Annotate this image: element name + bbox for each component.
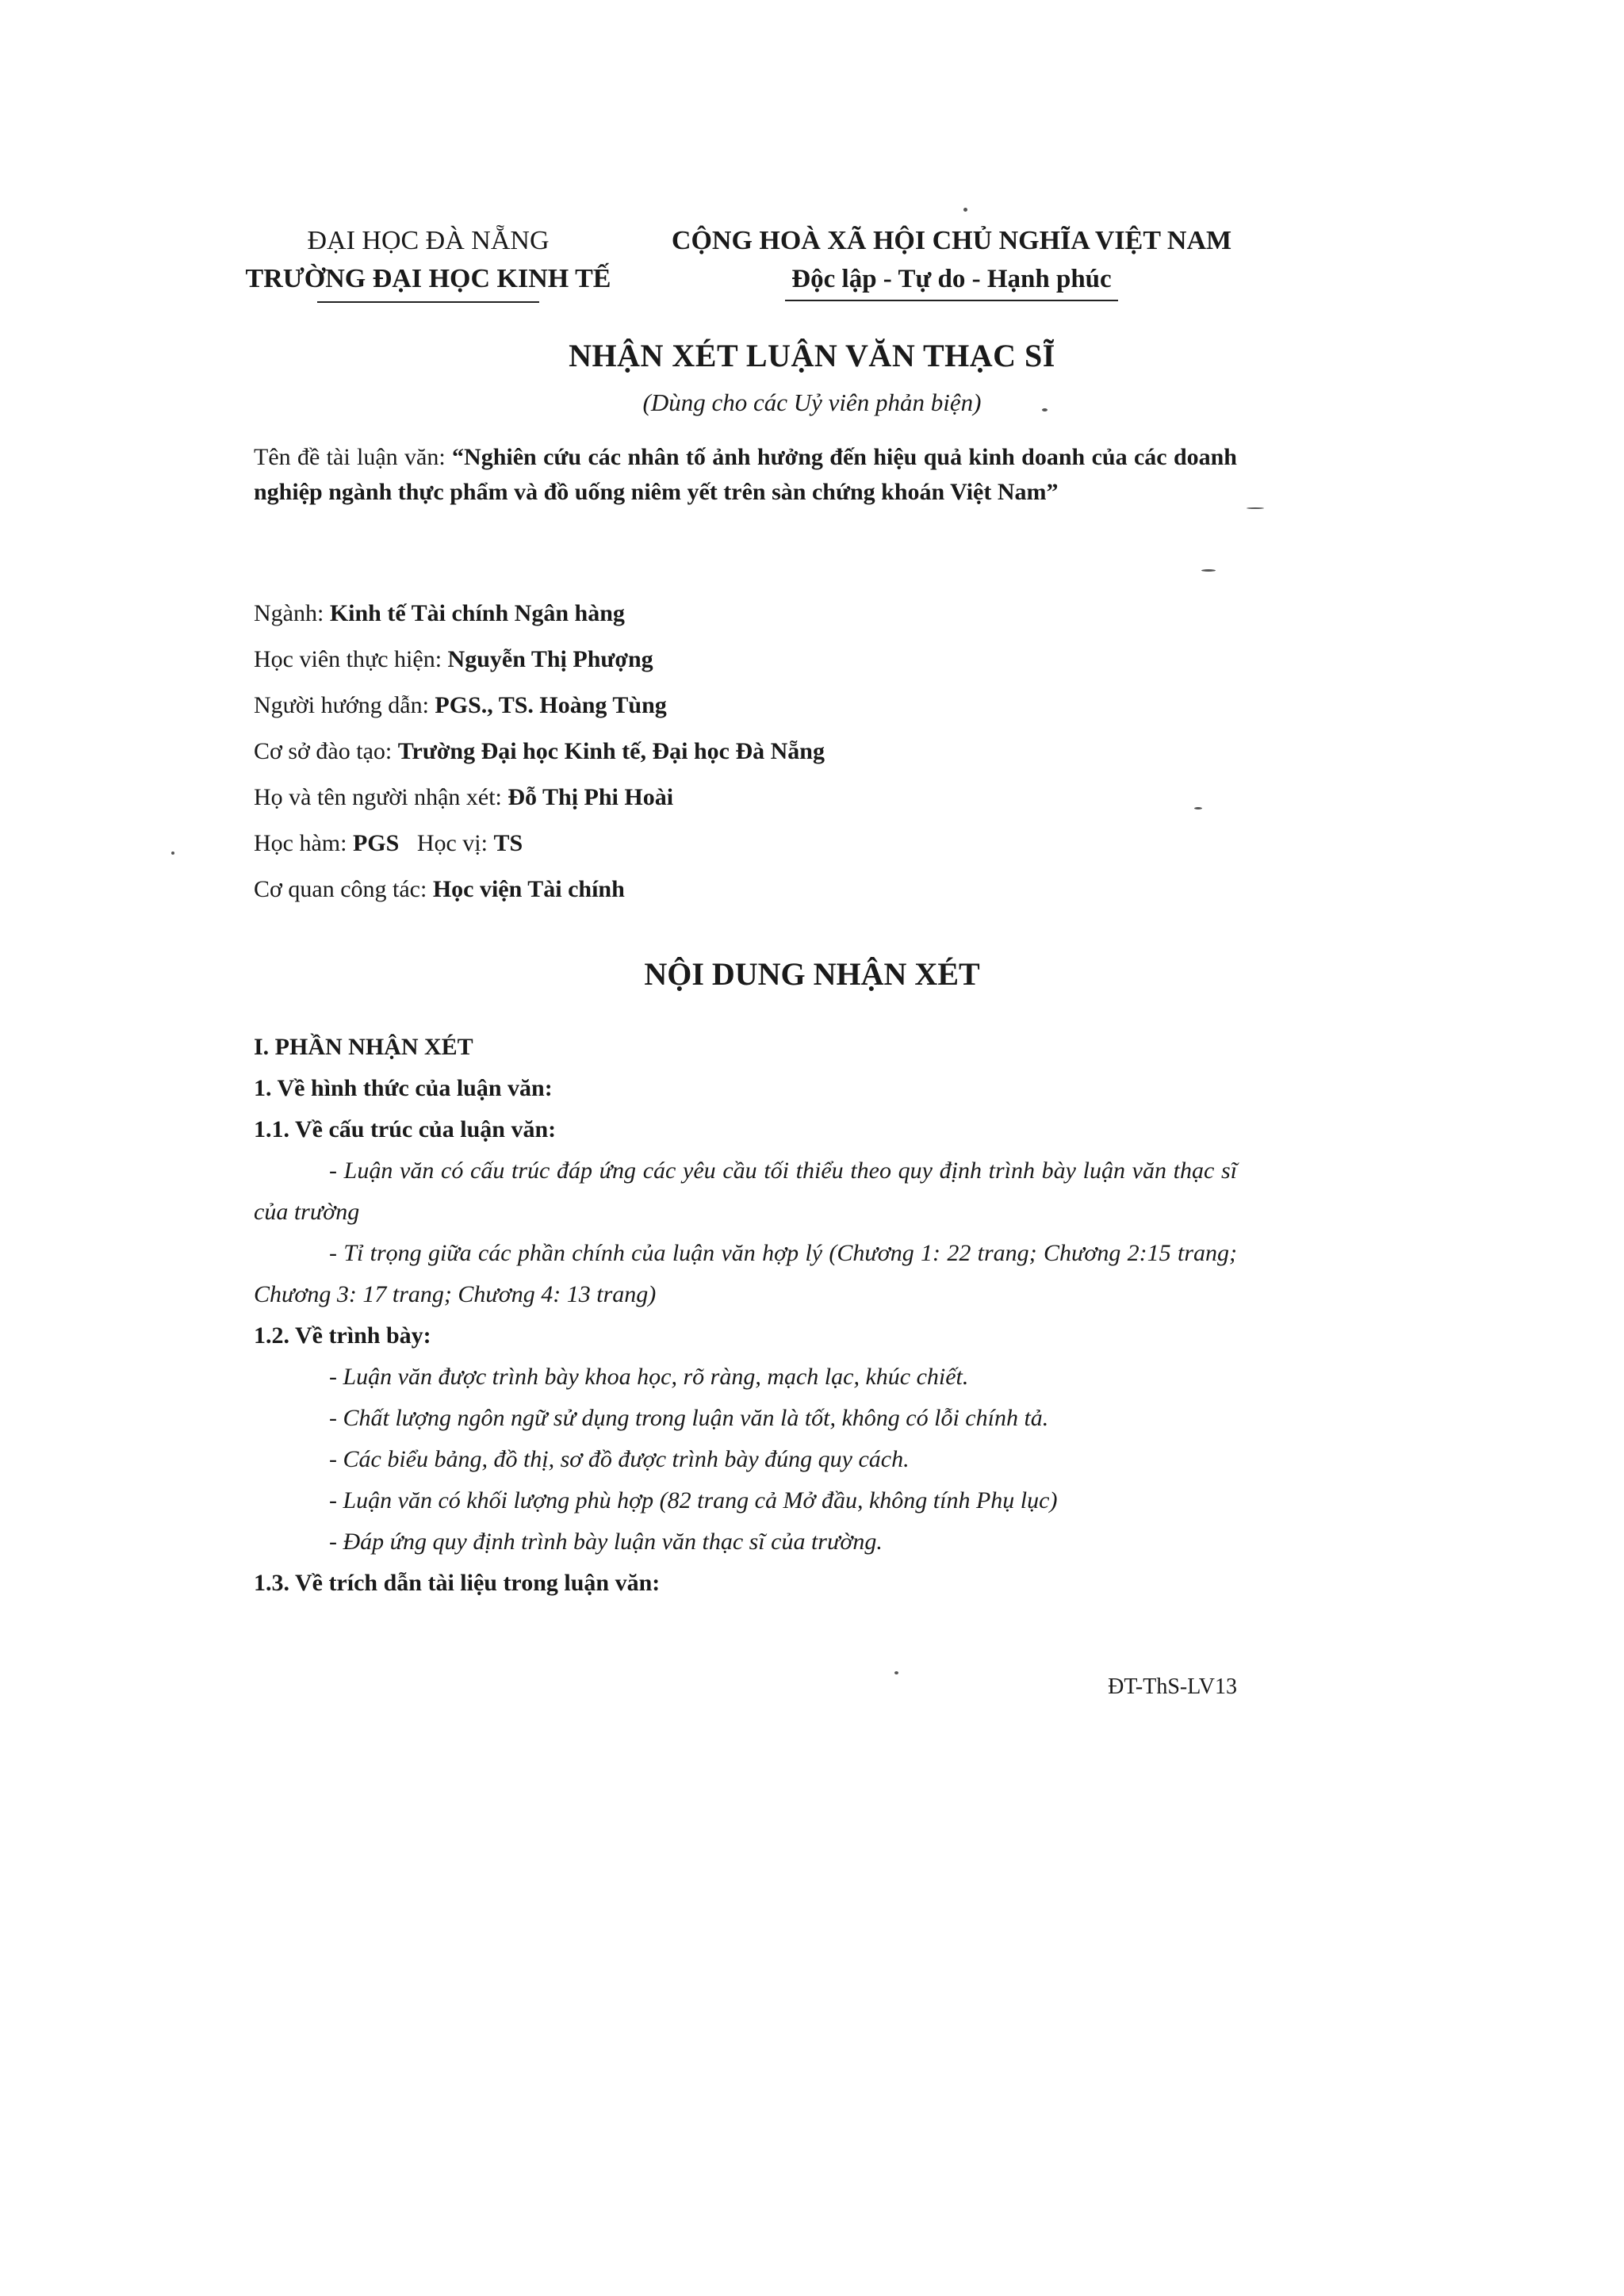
- heading-1: 1. Về hình thức của luận văn:: [254, 1075, 553, 1101]
- institution-header: [238, 222, 619, 303]
- info-label: Học viên thực hiện:: [254, 646, 448, 672]
- info-row-academic-title: [254, 821, 1285, 867]
- heading-1-1: 1.1. Về cấu trúc của luận văn:: [254, 1116, 557, 1142]
- list-item: - Các biểu bảng, đồ thị, sơ đồ được trình bày đúng quy cách.: [329, 1446, 910, 1472]
- info-row-major: [254, 591, 1285, 637]
- info-value: Trường Đại học Kinh tế, Đại học Đà Nẵng: [397, 738, 825, 764]
- national-header: [650, 222, 1253, 301]
- heading-1-3: 1.3. Về trích dẫn tài liệu trong luận văn:: [254, 1570, 661, 1596]
- paragraph-proportion: - Tỉ trọng giữa các phần chính của luận văn hợp lý (Chương 1: 22 trang; Chương 2:15 trang; Chương 3: 17 trang; Chương 4: 13 trang): [254, 1240, 1237, 1307]
- national-motto: Độc lập - Tự do - Hạnh phúc: [791, 265, 1112, 293]
- info-value: PGS: [352, 830, 400, 856]
- info-row-reviewer: [254, 775, 1285, 821]
- scan-speck: [1194, 807, 1202, 809]
- list-item: - Đáp ứng quy định trình bày luận văn thạc sĩ của trường.: [329, 1529, 883, 1555]
- scan-speck: [171, 851, 174, 855]
- info-label: Cơ sở đào tạo:: [254, 738, 398, 764]
- info-value: PGS., TS. Hoàng Tùng: [435, 692, 667, 718]
- list-item: - Luận văn được trình bày khoa học, rõ ràng, mạch lạc, khúc chiết.: [329, 1364, 969, 1390]
- info-row-institution: [254, 729, 1285, 775]
- info-row-supervisor: [254, 683, 1285, 729]
- document-subtitle: (Dùng cho các Uỷ viên phản biện): [642, 388, 982, 416]
- scan-speck: [963, 208, 967, 212]
- thesis-title-block: [254, 440, 1237, 510]
- info-row-workplace: [254, 867, 1285, 913]
- thesis-label: Tên đề tài luận văn:: [254, 444, 453, 470]
- info-value-degree: TS: [493, 830, 523, 856]
- info-label: Họ và tên người nhận xét:: [254, 784, 508, 810]
- heading-part-1: I. PHẦN NHẬN XÉT: [254, 1034, 473, 1060]
- document-title: NHẬN XÉT LUẬN VĂN THẠC SĨ: [569, 338, 1055, 373]
- review-body: [254, 1027, 1237, 1604]
- info-value: Đỗ Thị Phi Hoài: [508, 784, 674, 810]
- header-right-underline: [785, 300, 1118, 301]
- info-value: Kinh tế Tài chính Ngân hàng: [329, 600, 625, 626]
- national-title: CỘNG HOÀ XÃ HỘI CHỦ NGHĨA VIỆT NAM: [671, 226, 1232, 255]
- scan-speck: [894, 1671, 898, 1674]
- list-item: - Chất lượng ngôn ngữ sử dụng trong luận văn là tốt, không có lỗi chính tả.: [329, 1405, 1049, 1431]
- header-left-underline: [317, 301, 539, 303]
- info-label: Ngành:: [254, 600, 330, 626]
- info-label-degree: Học vị:: [416, 830, 494, 856]
- heading-1-2: 1.2. Về trình bày:: [254, 1322, 431, 1349]
- university-name: ĐẠI HỌC ĐÀ NẴNG: [307, 226, 550, 255]
- info-row-student: [254, 637, 1285, 683]
- school-name: TRƯỜNG ĐẠI HỌC KINH TẾ: [245, 264, 611, 293]
- thesis-title: “Nghiên cứu các nhân tố ảnh hưởng đến hiệu quả kinh doanh của các doanh nghiệp ngành thực phẩm và đồ uống niêm yết trên sàn chứng khoán Việt Nam”: [254, 444, 1237, 505]
- info-list: [254, 591, 1285, 913]
- info-label: Người hướng dẫn:: [254, 692, 435, 718]
- info-label: Cơ quan công tác:: [254, 876, 433, 902]
- document-code: ĐT-ThS-LV13: [1108, 1674, 1237, 1699]
- info-label: Học hàm:: [254, 830, 353, 856]
- section-title: NỘI DUNG NHẬN XÉT: [644, 956, 980, 992]
- list-item: - Luận văn có khối lượng phù hợp (82 trang cả Mở đầu, không tính Phụ lục): [329, 1487, 1058, 1513]
- paragraph-structure: - Luận văn có cấu trúc đáp ứng các yêu cầu tối thiểu theo quy định trình bày luận văn thạc sĩ của trường: [254, 1158, 1237, 1225]
- scan-speck: [1042, 408, 1048, 411]
- info-value: Học viện Tài chính: [432, 876, 625, 902]
- scan-speck: [1201, 569, 1216, 572]
- info-value: Nguyễn Thị Phượng: [447, 646, 653, 672]
- scan-speck: [1247, 507, 1264, 509]
